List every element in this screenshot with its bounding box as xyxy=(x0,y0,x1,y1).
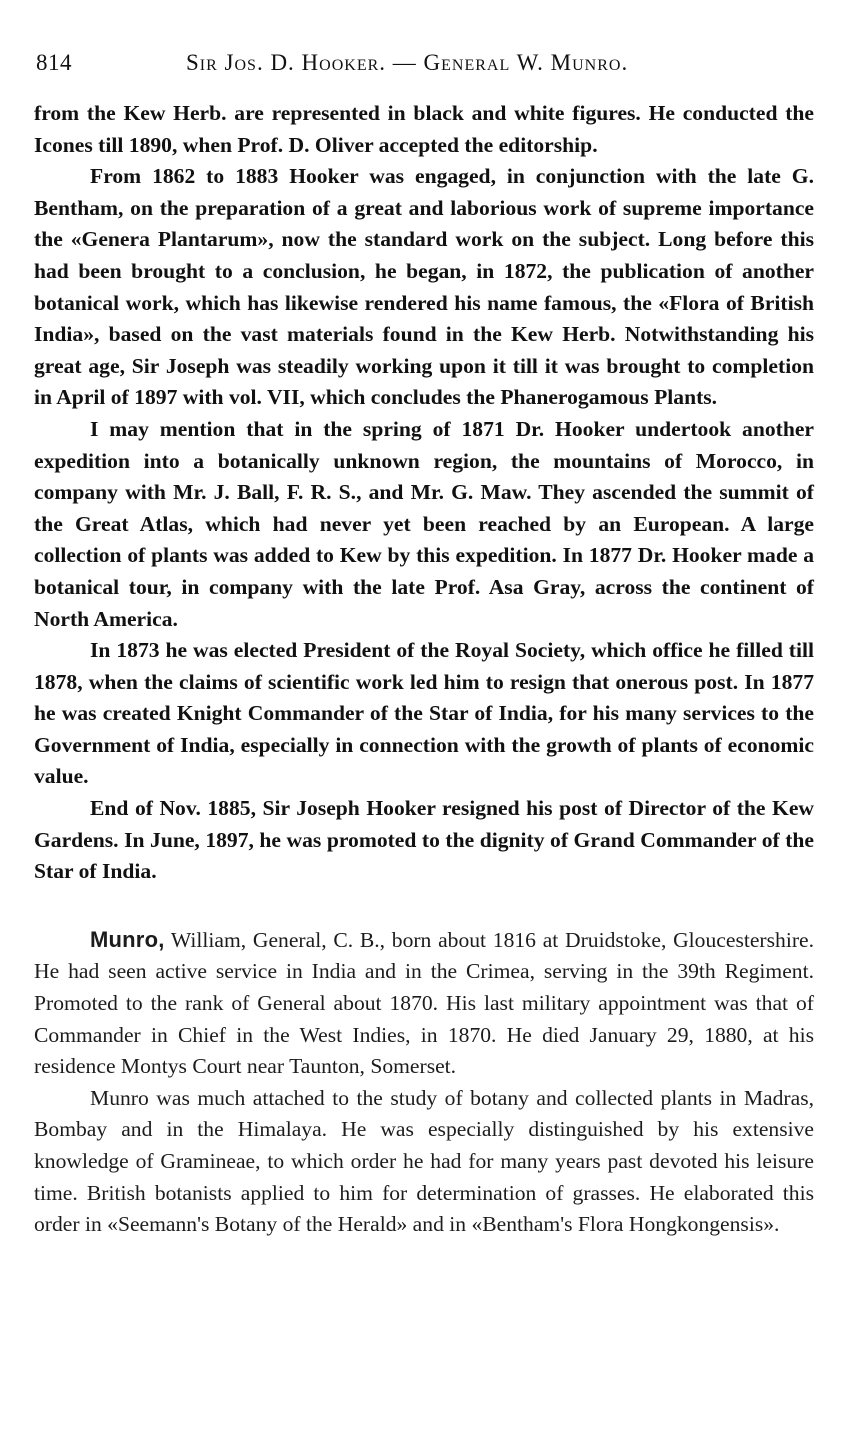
page-number: 814 xyxy=(36,50,72,75)
entry-headword: Munro, xyxy=(90,926,165,952)
paragraph-munro-botany: Munro was much attached to the study of botany and collected plants in Madras, Bombay and in the Himalaya. He was especially distinguished by his extensive knowledge of Gramineae, to which order he had for many years past devoted his leisure time. British botanists applied to him for determination of grasses. He elaborated this order in «Seemann's Botany of the Herald» and in «Bentham's Flora Hongkongensis». xyxy=(34,1085,814,1237)
paragraph-munro-biography xyxy=(34,924,814,1083)
paragraph-continuation: from the Kew Herb. are represented in black and white figures. He conducted the Icones till 1890, when Prof. D. Oliver accepted the editorship. xyxy=(34,101,814,157)
paragraph-morocco-expedition: I may mention that in the spring of 1871 Dr. Hooker undertook another expedition into a botanically unknown region, the mountains of Morocco, in company with Mr. J. Ball, F. R. S., and Mr. G. Maw. They ascended the summit of the Great Atlas, which had never yet been reached by an European. A large collection of plants was added to Kew by this expedition. In 1877 Dr. Hooker made a botanical tour, in company with the late Prof. Asa Gray, across the continent of North America. xyxy=(34,416,814,631)
book-page xyxy=(34,40,814,1241)
running-title: Sir Jos. D. Hooker. — General W. Munro. xyxy=(186,50,629,75)
paragraph-genera-plantarum: From 1862 to 1883 Hooker was engaged, in conjunction with the late G. Bentham, on the preparation of a great and laborious work of supreme importance the «Genera Plantarum», now the standard work on the subject. Long before this had been brought to a conclusion, he began, in 1872, the publication of another botanical work, which has likewise rendered his name famous, the «Flora of British India», based on the vast materials found in the Kew Herb. Notwithstanding his great age, Sir Joseph was steadily working upon it till it was brought to completion in April of 1897 with vol. VII, which concludes the Phanerogamous Plants. xyxy=(34,164,814,410)
paragraph-kew-director: End of Nov. 1885, Sir Joseph Hooker resigned his post of Director of the Kew Gardens. In June, 1897, he was promoted to the dignity of Grand Commander of the Star of India. xyxy=(34,796,814,884)
running-header xyxy=(34,40,814,80)
paragraph-royal-society: In 1873 he was elected President of the Royal Society, which office he filled till 1878, when the claims of scientific work led him to resign that onerous post. In 1877 he was created Knight Commander of the Star of India, for his many services to the Government of India, especially in connection with the growth of plants of economic value. xyxy=(34,638,814,789)
munro-entry xyxy=(34,924,814,1241)
hooker-section xyxy=(34,98,814,888)
munro-biography-text: William, General, C. B., born about 1816 at Druidstoke, Gloucestershire. He had seen active service in India and in the Crimea, serving in the 39th Regiment. Promoted to the rank of General about 1870. His last military appointment was that of Commander in Chief in the West Indies, in 1870. He died January 29, 1880, at his residence Montys Court near Taunton, Somerset. xyxy=(34,927,814,1079)
